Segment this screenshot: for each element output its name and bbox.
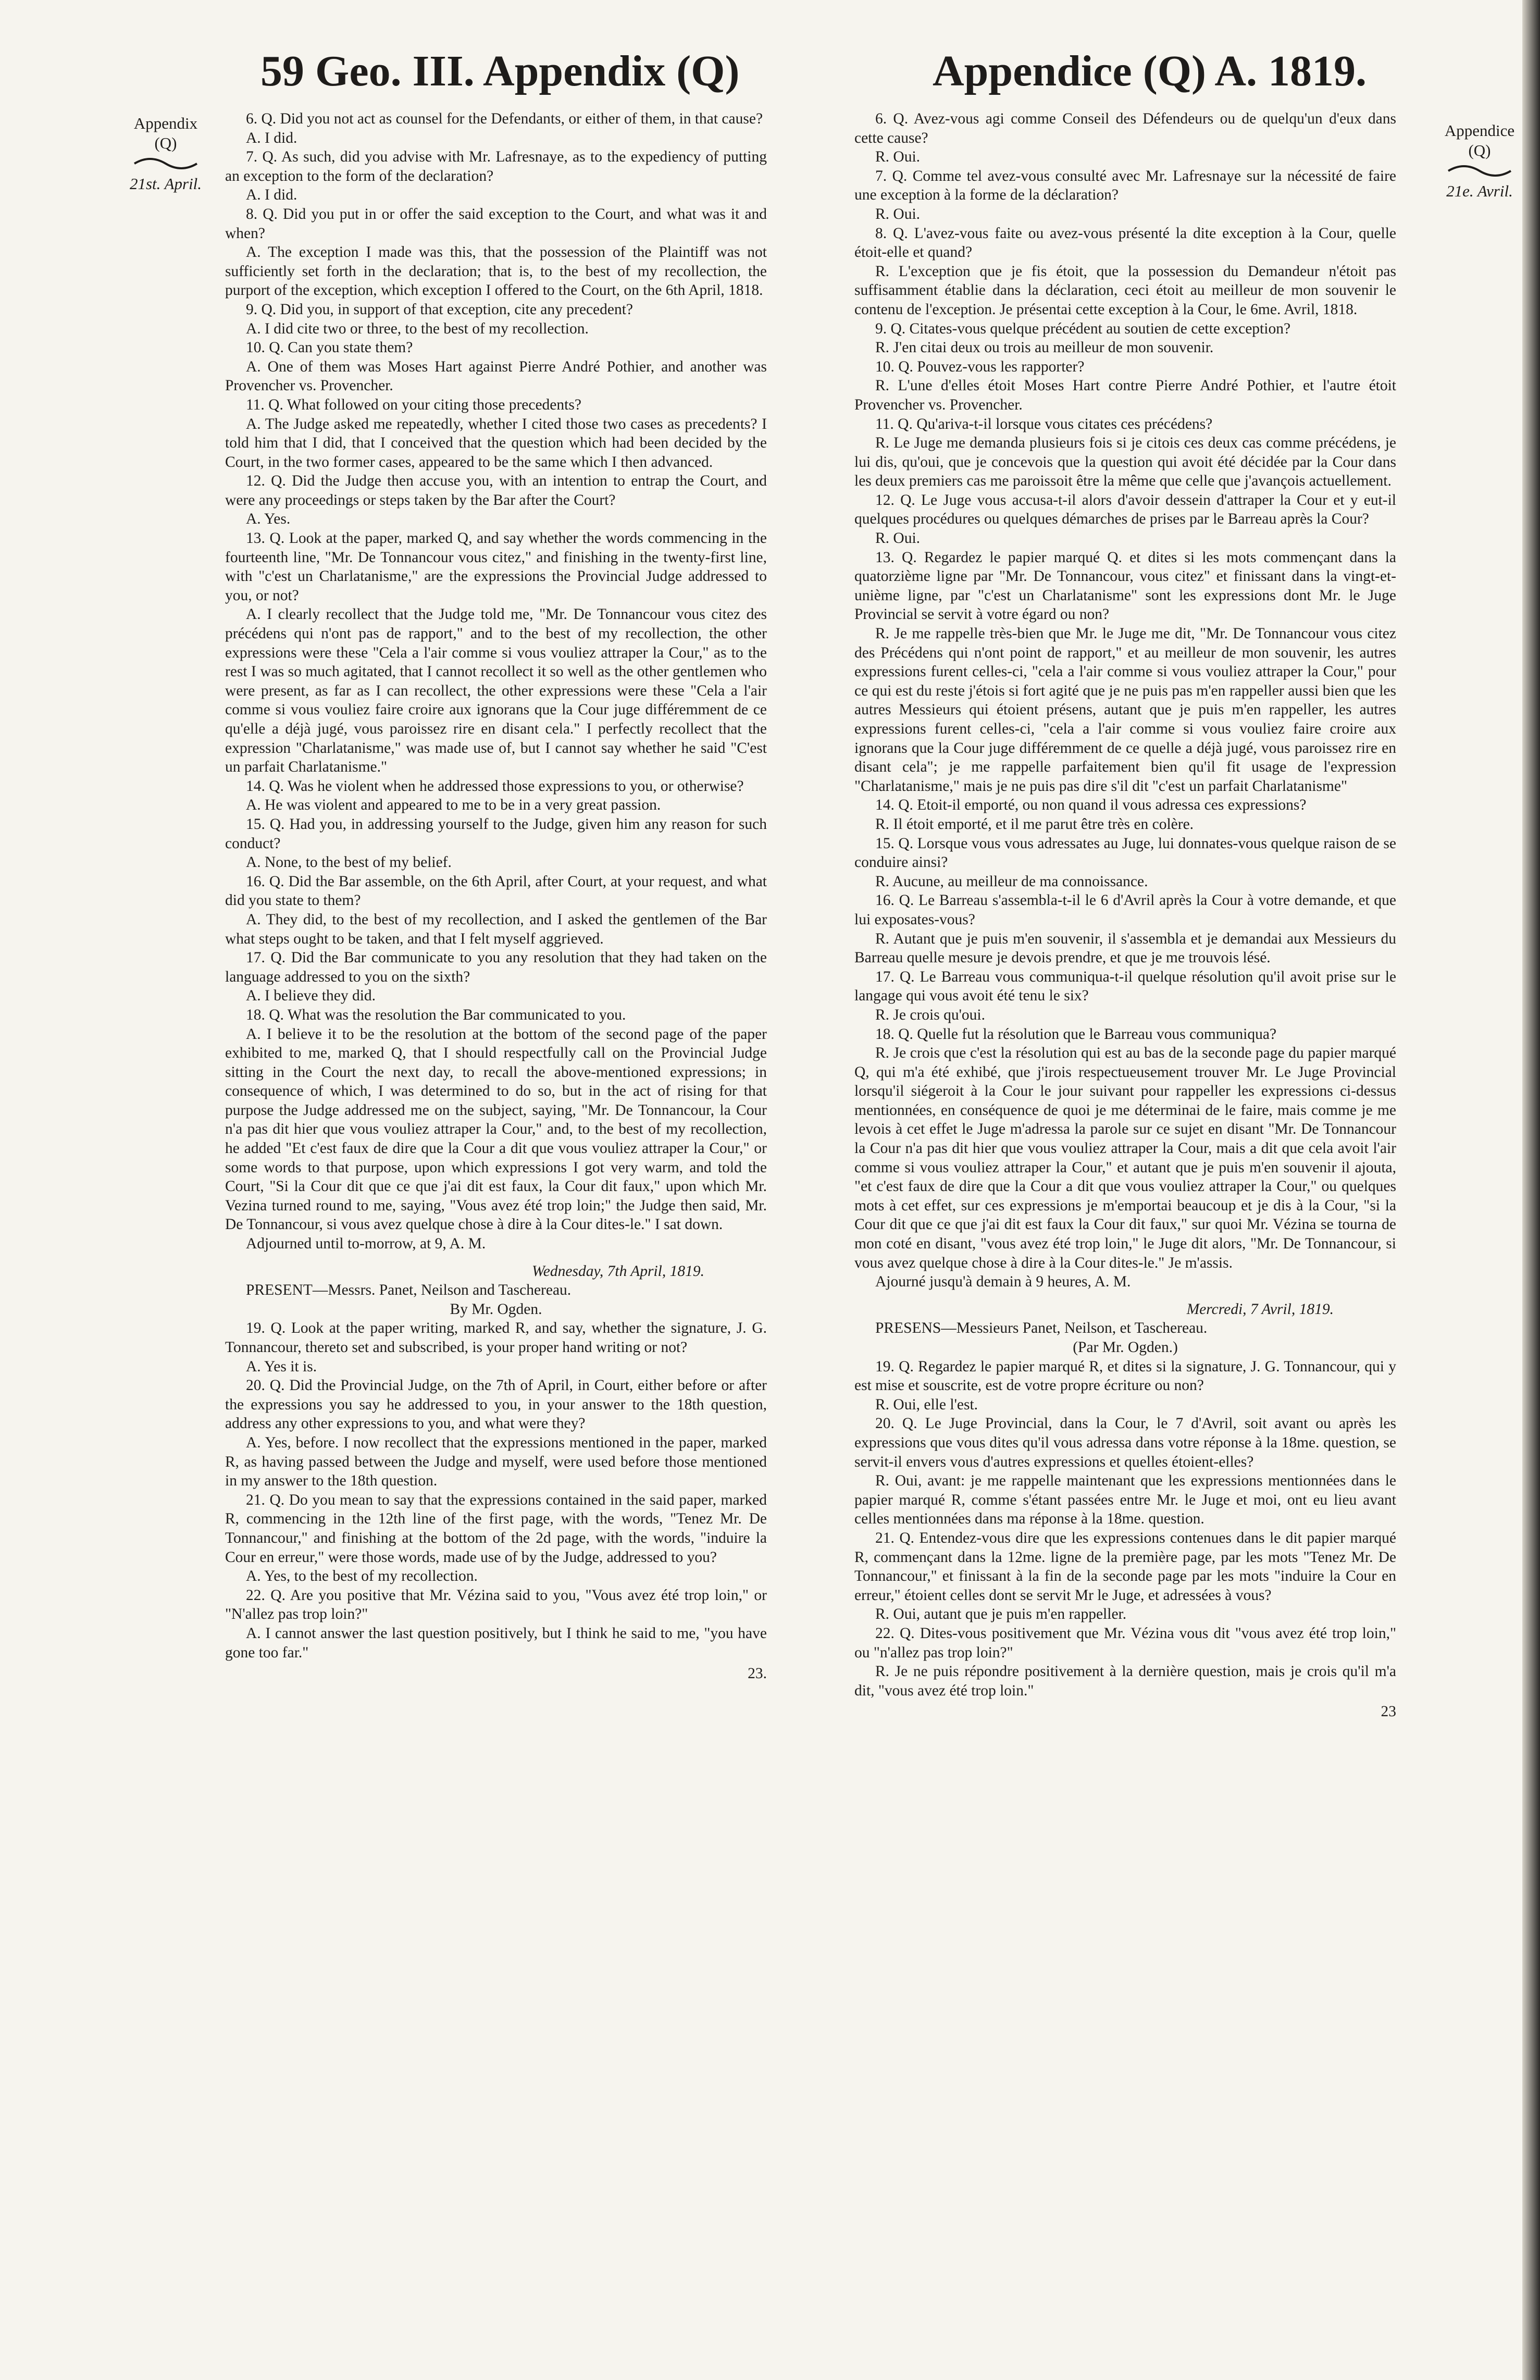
paragraph: A. None, to the best of my belief. <box>246 854 452 871</box>
swash-ornament-icon <box>1438 160 1521 181</box>
paragraph: 14. Q. Etoit-il emporté, ou non quand il vous adressa ces expressions? <box>875 797 1307 814</box>
paragraph: 9. Q. Citates-vous quelque précédent au soutien de cette exception? <box>875 320 1291 337</box>
paragraph: 13. Q. Look at the paper, marked Q, and say whether the words commencing in the fourteenth line, "Mr. De Tonnancour vous citez," and finishing in the twenty-first line, with "c'est un Charlatanisme," are the expressions the Provincial Judge addressed to you, or not? <box>225 530 767 604</box>
paragraph: 18. Q. What was the resolution the Bar communicated to you. <box>246 1006 626 1023</box>
french-testimony-part-2 <box>854 1357 1396 1701</box>
paragraph: A. I did cite two or three, to the best of my recollection. <box>246 320 589 337</box>
paragraph: A. I believe it to be the resolution at the bottom of the second page of the paper exhibited to me, marked Q, that I should respectfully call on the Provincial Judge sitting in the Court the next day, to recall the above-mentioned expressions; in consequence of which, I was determined to do so, but in the act of rising for that purpose the Judge addressed me on the subject, saying, "Mr. De Tonnancour, la Cour n'a pas dit hier que vous vouliez attraper la Cour," and, to the best of my recollection, he added "Et c'est faux de dire que la Cour a dit que vous vouliez attraper la Cour," or some words to that purpose, upon which expressions I got very warm, and told the Court, "Si la Cour dit que ce que j'ai dit est faux, la Cour dit faux," upon which Mr. Vezina turned round to me, saying, "Vous avez été trop loin;" the Judge then said, Mr. De Tonnancour, si vous avez quelque chose à dire à la Cour dites-le." I sat down. <box>225 1025 767 1233</box>
paragraph: 16. Q. Did the Bar assemble, on the 6th April, after Court, at your request, and what did you state to them? <box>225 873 767 909</box>
paragraph: 21. Q. Entendez-vous dire que les expressions contenues dans le dit papier marqué R, commençant dans la 12me. ligne de la première page, par les mots "Tenez Mr. De Tonnancour," et finissant à la fin de la seconde page par les mots "induire la Cour en erreur," étoient celles dont se servit Mr le Juge, et adressées à vous? <box>854 1529 1396 1604</box>
page-spine <box>1522 0 1540 2380</box>
paragraph: A. One of them was Moses Hart against Pierre André Pothier, and another was Provencher vs. Provencher. <box>225 358 767 394</box>
paragraph: 21. Q. Do you mean to say that the expressions contained in the said paper, marked R, commencing in the 12th line of the first page, with the words, "Tenez Mr. De Tonnancour," and finishing at the bottom of the 2d page, with the words, "induire la Cour en erreur," were those words, made use of by the Judge, addressed to you? <box>225 1491 767 1566</box>
paragraph: 6. Q. Avez-vous agi comme Conseil des Défendeurs ou de quelqu'un d'eux dans cette cause? <box>854 110 1396 146</box>
folio-number: 23 <box>1381 1703 1396 1720</box>
margin-note-english <box>114 114 218 194</box>
session-date: Wednesday, 7th April, 1819. <box>531 1262 704 1280</box>
paragraph: A. I believe they did. <box>246 987 376 1005</box>
paragraph: 17. Q. Did the Bar communicate to you any resolution that they had taken on the language addressed to you on the sixth? <box>225 949 767 985</box>
paragraph: R. L'une d'elles étoit Moses Hart contre Pierre André Pothier, et l'autre étoit Provencher vs. Provencher. <box>854 377 1396 413</box>
paragraph: 22. Q. Are you positive that Mr. Vézina said to you, "Vous avez été trop loin," or "N'allez pas trop loin?" <box>225 1586 767 1623</box>
paragraph: A. I did. <box>246 129 297 146</box>
examiner: By Mr. Ogden. <box>450 1300 542 1318</box>
session-date: Mercredi, 7 Avril, 1819. <box>1186 1300 1334 1318</box>
paragraph: R. Il étoit emporté, et il me parut être très en colère. <box>875 815 1194 833</box>
english-testimony-part-1 <box>225 109 767 1254</box>
paragraph: R. Le Juge me demanda plusieurs fois si je citois ces deux cas comme précédens, je lui dis, qu'oui, que je concevois que la question qui avoit été décidée par la Cour dans les deux premiers cas me paroissoit être la même que celle que j'avançois actuellement. <box>854 435 1396 490</box>
paragraph: R. Autant que je puis m'en souvenir, il s'assembla et je demandai aux Messieurs du Barreau quelle mesure je devois prendre, et que je me trouvois lésé. <box>854 930 1396 966</box>
paragraph: R. Je ne puis répondre positivement à la dernière question, mais je crois qu'il m'a dit, "vous avez été trop loin." <box>854 1663 1396 1699</box>
paragraph: 11. Q. Qu'ariva-t-il lorsque vous citates ces précédens? <box>875 415 1213 432</box>
paragraph: R. J'en citai deux ou trois au meilleur de mon souvenir. <box>875 339 1214 356</box>
paragraph: R. Je crois qu'oui. <box>875 1006 985 1023</box>
paragraph: R. L'exception que je fis étoit, que la possession du Demandeur n'étoit pas suffisamment établie dans la déclaration, ceci étoit au meilleur de mon souvenir le contenu de l'exception. Je présentai cette exception à la Cour, le 6me. Avril, 1818. <box>854 263 1396 318</box>
paragraph: R. Oui. <box>875 148 921 166</box>
paragraph: A. They did, to the best of my recollection, and I asked the gentlemen of the Bar what steps ought to be taken, and that I felt myself aggrieved. <box>225 911 767 947</box>
paragraph: 19. Q. Regardez le papier marqué R, et dites si la signature, J. G. Tonnancour, qui y est mise et souscrite, est de votre propre écriture ou non? <box>854 1358 1396 1394</box>
paragraph: 15. Q. Lorsque vous vous adressates au Juge, lui donnates-vous quelque raison de se conduire ainsi? <box>854 835 1396 871</box>
page-header-english: 59 Geo. III. Appendix (Q) <box>260 47 740 95</box>
margin-date: 21e. Avril. <box>1446 182 1513 200</box>
paragraph: R. Oui, elle l'est. <box>875 1396 978 1413</box>
paragraph: 20. Q. Le Juge Provincial, dans la Cour, le 7 d'Avril, soit avant ou après les expressions que vous dites qu'il vous adressa dans votre réponse à la 18me. question, se servit-il envers vous d'autres expressions et quelles étoient-elles? <box>854 1415 1396 1470</box>
paragraph: 11. Q. What followed on your citing those precedents? <box>246 396 581 413</box>
paragraph: Adjourned until to-morrow, at 9, A. M. <box>246 1235 486 1253</box>
paragraph: A. Yes, to the best of my recollection. <box>246 1568 478 1585</box>
paragraph: 10. Q. Can you state them? <box>246 339 413 356</box>
margin-label: Appendice <box>1444 121 1515 140</box>
paragraph: 6. Q. Did you not act as counsel for the Defendants, or either of them, in that cause? <box>246 110 763 127</box>
french-testimony-part-1 <box>854 109 1396 1292</box>
page-header-french: Appendice (Q) A. 1819. <box>933 47 1367 95</box>
paragraph: 12. Q. Le Juge vous accusa-t-il alors d'avoir dessein d'attraper la Cour et y eut-il quelques procédures ou quelques démarches de prises par le Barreau après la Cour? <box>854 491 1396 528</box>
paragraph: 20. Q. Did the Provincial Judge, on the 7th of April, in Court, either before or after the expressions you say he addressed to you, in your answer to the 18th question, address any other expressions to you, and what were they? <box>225 1377 767 1432</box>
examiner: (Par Mr. Ogden.) <box>1073 1339 1178 1356</box>
paragraph: A. I did. <box>246 187 297 204</box>
folio-number: 23. <box>748 1665 767 1682</box>
paragraph: 19. Q. Look at the paper writing, marked R, and say, whether the signature, J. G. Tonnancour, thereto set and subscribed, is your proper hand writing or not? <box>225 1320 767 1356</box>
paragraph: 16. Q. Le Barreau s'assembla-t-il le 6 d'Avril après la Cour à votre demande, et que lui exposates-vous? <box>854 892 1396 928</box>
paragraph: Ajourné jusqu'à demain à 9 heures, A. M. <box>875 1273 1131 1291</box>
paragraph: A. Yes it is. <box>246 1358 317 1375</box>
paragraph: 17. Q. Le Barreau vous communiqua-t-il quelque résolution qu'il avoit prise sur le langage qui vous avoit été tenu le six? <box>854 968 1396 1005</box>
paragraph: R. Oui, autant que je puis m'en rappeller. <box>875 1606 1127 1623</box>
paragraph: R. Je crois que c'est la résolution qui est au bas de la seconde page du papier marqué Q, qui m'a été exhibé, que j'irois respectueusement trouver Mr. Le Juge Provincial lorsqu'il siégeroit à la Cour le jour suivant pour rappeller les expressions ci-dessus mentionnées, en conséquence de quoi je me déterminai de le faire, mais comme je me levois à cet effet le Juge m'adressa la parole sur ce sujet en disant "Mr. De Tonnancour la Cour n'a pas dit hier que vous vouliez attraper la Cour, mais a dit que cela avoit l'air comme si vous vouliez attraper la Cour," et autant que je puis m'en souvenir il ajouta, "et c'est faux de dire que la Cour a dit que vous vouliez attraper la Cour," ou quelques mots à cet effet, sur ces expressions je m'emportai beaucoup et je dis à la Cour, "si la Cour dit que ce que j'ai dit est faux la Cour dit faux," sur quoi Mr. Vézina se tourna de mon coté en disant, "vous avez été trop loin," le Juge dit alors, "Mr. De Tonnancour, si vous avez quelque chose à dire à la Cour dites-le." Je m'assis. <box>854 1045 1396 1271</box>
paragraph: A. Yes. <box>246 511 291 528</box>
french-column <box>854 109 1396 1721</box>
paragraph: 22. Q. Dites-vous positivement que Mr. Vézina vous dit "vous avez été trop loin," ou "n'allez pas trop loin?" <box>854 1625 1396 1661</box>
paragraph: A. Yes, before. I now recollect that the expressions mentioned in the paper, marked R, as having passed between the Judge and myself, were used before those mentioned in my answer to the 18th question. <box>225 1434 767 1490</box>
margin-date: 21st. April. <box>129 175 202 193</box>
swash-ornament-icon <box>114 153 218 174</box>
paragraph: A. The exception I made was this, that the possession of the Plaintiff was not sufficiently set forth in the declaration; that is, to the best of my recollection, the purport of the exception, which exception I offered to the Court, on the 6th April, 1818. <box>225 244 767 299</box>
paragraph: A. The Judge asked me repeatedly, whether I cited those two cases as precedents? I told him that I did, that I conceived that the question which had been decided by the Court, in the two former cases, appeared to be the same which I then advanced. <box>225 415 767 470</box>
paragraph: R. Je me rappelle très-bien que Mr. le Juge me dit, "Mr. De Tonnancour vous citez des Précédens qui n'ont point de rapport," et au meilleur de mon souvenir, les autres expressions furent celles-ci, "cela a l'air comme si vous vouliez attraper la Cour," pour ce qui est du reste j'étois si fort agité que je ne puis pas m'en rappeller aussi bien que les autres Messieurs qui étoient présens, autant que je puis m'en rappeller, les autres expressions furent celles-ci, "cela a l'air comme si vous vouliez faire croire aux ignorans que la Cour juge différemment de ce quelle a déjà jugé, vous paroissez rire en disant cela"; je me rappelle parfaitement bien qu'il fit usage de l'expression "Charlatanisme," mais je ne puis pas dire s'il dit "c'est un parfait Charlatanisme" <box>854 625 1396 795</box>
paragraph: 18. Q. Quelle fut la résolution que le Barreau vous communiqua? <box>875 1025 1277 1043</box>
paragraph: 9. Q. Did you, in support of that exception, cite any precedent? <box>246 301 634 318</box>
margin-label: Appendix <box>133 114 198 132</box>
present-members: PRESENT—Messrs. Panet, Neilson and Taschereau. <box>246 1282 572 1299</box>
paragraph: 7. Q. As such, did you advise with Mr. Lafresnaye, as to the expediency of putting an exception to the form of the declaration? <box>225 148 767 184</box>
paragraph: A. I cannot answer the last question positively, but I think he said to me, "you have gone too far." <box>225 1625 767 1661</box>
paragraph: R. Oui, avant: je me rappelle maintenant que les expressions mentionnées dans le papier marqué R, comme s'étant passées entre Mr. le Juge et moi, ont eu lieu avant celles mentionnées dans ma réponse à la 18me. question. <box>854 1472 1396 1528</box>
paragraph: 12. Q. Did the Judge then accuse you, with an intention to entrap the Court, and were any proceedings or steps taken by the Bar after the Court? <box>225 473 767 509</box>
margin-letter: (Q) <box>1468 141 1491 159</box>
paragraph: 8. Q. L'avez-vous faite ou avez-vous présenté la dite exception à la Cour, quelle étoit-elle et quand? <box>854 225 1396 261</box>
paragraph: 14. Q. Was he violent when he addressed those expressions to you, or otherwise? <box>246 777 744 795</box>
paragraph: R. Oui. <box>875 530 921 547</box>
paragraph: 13. Q. Regardez le papier marqué Q. et dites si les mots commençant dans la quatorzième ligne par "Mr. De Tonnancour, vous citez" et finissant dans la vingt-et-unième ligne, par "c'est un Charlatanisme" sont les expressions dont Mr. le Juge Provincial se servit à votre égard ou non? <box>854 549 1396 623</box>
paragraph: 7. Q. Comme tel avez-vous consulté avec Mr. Lafresnaye sur la nécessité de faire une exception à la forme de la déclaration? <box>854 167 1396 204</box>
paragraph: R. Oui. <box>875 205 921 222</box>
paragraph: A. He was violent and appeared to me to be in a very great passion. <box>246 797 661 814</box>
paragraph: A. I clearly recollect that the Judge told me, "Mr. De Tonnancour vous citez des précédens qui n'ont pas de rapport," and to the best of my recollection, the other expressions were these "Cela a l'air comme si vous vouliez attraper la Cour," as to the rest I was so much agitated, that I cannot recollect it so well as the other gentlemen who were present, as far as I can recollect, the other expressions were these "Cela a l'air comme si vous vouliez faire croire aux ignorans que la Cour juge différemment de ce qu'elle a déjà jugé, vous paroissez rire en disant cela." I perfectly recollect that the expression "Charlatanisme," was made use of, but I cannot say whether he said "C'est un parfait Charlatanisme." <box>225 606 767 776</box>
paragraph: 8. Q. Did you put in or offer the said exception to the Court, and what was it and when? <box>225 205 767 242</box>
margin-note-french <box>1438 121 1521 201</box>
paragraph: R. Aucune, au meilleur de ma connoissance. <box>875 873 1148 890</box>
english-testimony-part-2 <box>225 1319 767 1662</box>
present-members: PRESENS—Messieurs Panet, Neilson, et Taschereau. <box>875 1320 1208 1337</box>
margin-letter: (Q) <box>154 134 177 152</box>
english-column <box>225 109 767 1683</box>
paragraph: 15. Q. Had you, in addressing yourself to the Judge, given him any reason for such conduct? <box>225 815 767 852</box>
paragraph: 10. Q. Pouvez-vous les rapporter? <box>875 358 1085 375</box>
